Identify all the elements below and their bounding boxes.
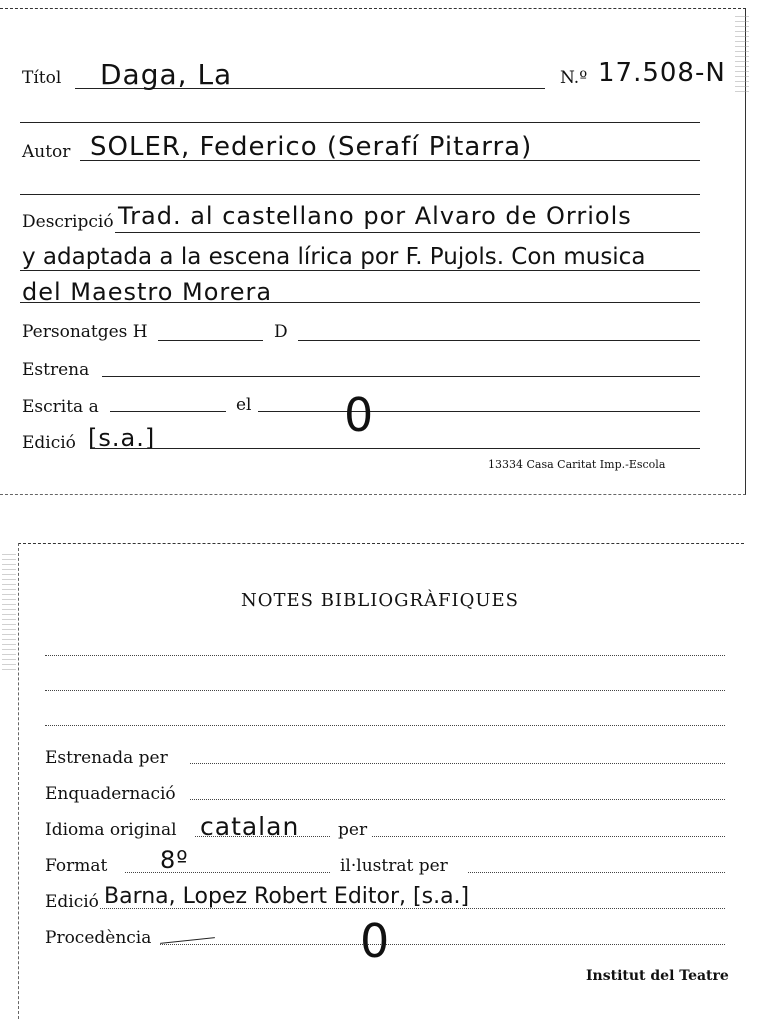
scan-noise bbox=[735, 12, 749, 92]
num-label: N.º bbox=[560, 68, 588, 88]
estrena-label: Estrena bbox=[22, 360, 90, 380]
descripcio-line bbox=[20, 302, 700, 303]
estrenada-label: Estrenada per bbox=[45, 748, 168, 768]
format-value: 8º bbox=[160, 846, 189, 874]
format-label: Format bbox=[45, 856, 108, 876]
stamp-mark: 0 bbox=[344, 388, 374, 442]
idioma-value: catalan bbox=[200, 812, 300, 841]
il-line bbox=[468, 872, 725, 873]
personatges-d-label: D bbox=[274, 322, 288, 342]
notes-title: NOTES BIBLIOGRÀFIQUES bbox=[240, 590, 520, 611]
descripcio-line-2: y adaptada a la escena lírica por F. Pujols. Con musica bbox=[22, 244, 646, 270]
personatges-h-line bbox=[158, 340, 263, 341]
idioma-per-line bbox=[372, 836, 725, 837]
escrita-el-label: el bbox=[236, 395, 252, 415]
estrena-line bbox=[102, 376, 700, 377]
blank-line bbox=[20, 194, 700, 195]
titol-value: Daga, La bbox=[100, 58, 233, 91]
idioma-per-label: per bbox=[338, 820, 368, 840]
il-label: il·lustrat per bbox=[340, 856, 448, 876]
personatges-d-line bbox=[298, 340, 700, 341]
descripcio-line bbox=[20, 270, 700, 271]
enquadernacio-label: Enquadernació bbox=[45, 784, 176, 804]
notes-line bbox=[45, 690, 725, 691]
procedencia-line bbox=[160, 944, 725, 945]
institution-credit: Institut del Teatre bbox=[586, 968, 729, 984]
descripcio-line-3: del Maestro Morera bbox=[22, 278, 273, 306]
idioma-label: Idioma original bbox=[45, 820, 177, 840]
escrita-a-line bbox=[110, 411, 226, 412]
escrita-el-line bbox=[258, 411, 700, 412]
stamp-mark: 0 bbox=[360, 914, 390, 968]
edicio-line bbox=[90, 448, 700, 449]
titol-label: Títol bbox=[22, 68, 62, 88]
autor-value: SOLER, Federico (Serafí Pitarra) bbox=[90, 132, 533, 162]
edicio-value: [s.a.] bbox=[88, 424, 156, 452]
autor-label: Autor bbox=[22, 142, 71, 162]
notes-line bbox=[45, 725, 725, 726]
format-line bbox=[125, 872, 330, 873]
procedencia-label: Procedència bbox=[45, 928, 152, 948]
estrenada-line bbox=[190, 763, 725, 764]
enquadernacio-line bbox=[190, 799, 725, 800]
edicio2-value: Barna, Lopez Robert Editor, [s.a.] bbox=[104, 884, 470, 909]
escrita-label: Escrita a bbox=[22, 397, 99, 417]
edicio-label: Edició bbox=[22, 433, 76, 453]
descripcio-label: Descripció bbox=[22, 212, 114, 232]
idioma-line bbox=[195, 836, 330, 837]
descripcio-line-1: Trad. al castellano por Alvaro de Orriols bbox=[118, 202, 632, 230]
num-value: 17.508-N bbox=[598, 58, 726, 88]
printer-credit: 13334 Casa Caritat Imp.-Escola bbox=[488, 458, 666, 471]
notes-line bbox=[45, 655, 725, 656]
edicio2-line bbox=[100, 908, 725, 909]
personatges-label: Personatges H bbox=[22, 322, 148, 342]
blank-line bbox=[20, 122, 700, 123]
descripcio-line bbox=[115, 232, 700, 233]
edicio2-label: Edició bbox=[45, 892, 99, 912]
